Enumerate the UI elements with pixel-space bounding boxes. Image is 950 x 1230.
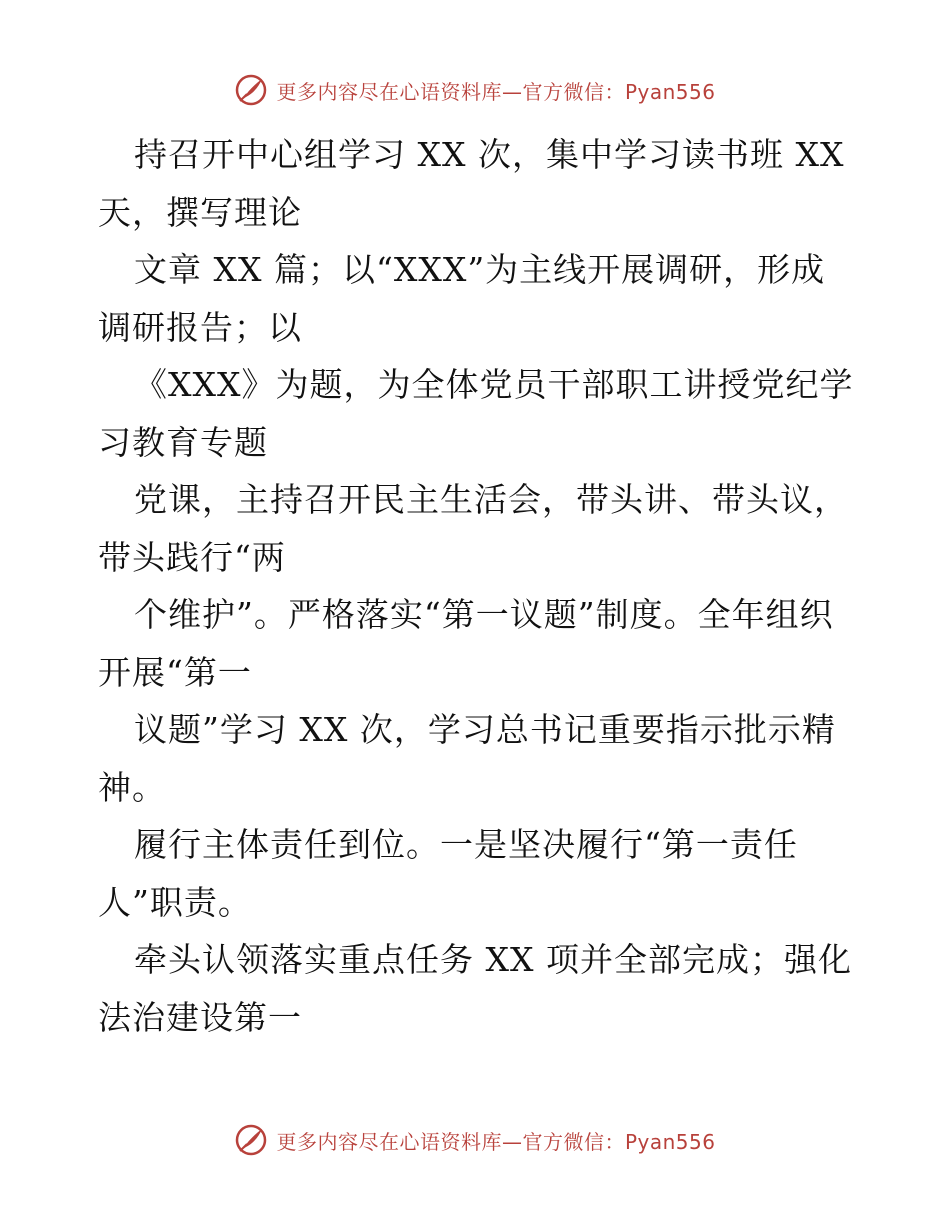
paragraph: 议题”学习 XX 次，学习总书记重要指示批示精神。 (98, 710, 836, 807)
header-banner (0, 72, 950, 108)
paragraph: 《XXX》为题，为全体党员干部职工讲授党纪学习教育专题 (98, 365, 854, 462)
paragraph: 牵头认领落实重点任务 XX 项并全部完成；强化法治建设第一 (98, 940, 852, 1037)
quill-pen-icon (234, 1123, 268, 1157)
paragraph: 持召开中心组学习 XX 次，集中学习读书班 XX 天，撰写理论 (98, 135, 845, 232)
footer-banner-text: 更多内容尽在心语资料库—官方微信：Pyan556 (276, 1129, 716, 1154)
paragraph: 履行主体责任到位。一是坚决履行“第一责任人”职责。 (98, 825, 798, 922)
paragraph: 文章 XX 篇；以“XXX”为主线开展调研，形成调研报告；以 (98, 250, 826, 347)
document-body (98, 126, 858, 1046)
footer-banner (0, 1122, 950, 1158)
header-banner-text: 更多内容尽在心语资料库—官方微信：Pyan556 (276, 79, 716, 104)
quill-pen-icon (234, 73, 268, 107)
paragraph: 党课，主持召开民主生活会，带头讲、带头议，带头践行“两 (98, 480, 848, 577)
paragraph: 个维护”。严格落实“第一议题”制度。全年组织开展“第一 (98, 595, 834, 692)
